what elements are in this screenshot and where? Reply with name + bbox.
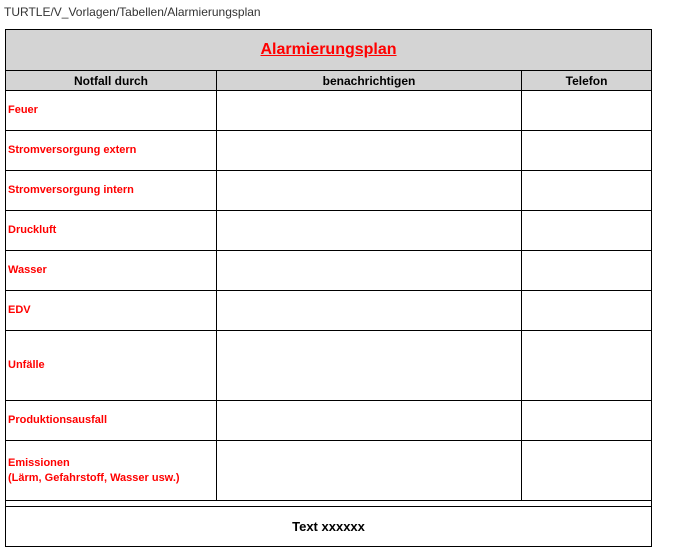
notify-cell[interactable] (217, 131, 522, 171)
table-row (6, 331, 652, 401)
emergency-label: Druckluft (8, 224, 57, 236)
emergency-label-cell (6, 251, 217, 291)
alarm-plan-table (5, 29, 652, 547)
phone-cell[interactable] (522, 91, 652, 131)
table-row (6, 441, 652, 501)
notify-cell[interactable] (217, 251, 522, 291)
phone-cell[interactable] (522, 171, 652, 211)
emergency-label: EDV (8, 304, 31, 316)
notify-cell[interactable] (217, 91, 522, 131)
notify-cell[interactable] (217, 171, 522, 211)
table-row (6, 91, 652, 131)
column-header-benachrichtigen: benachrichtigen (217, 71, 522, 91)
table-row (6, 251, 652, 291)
notify-cell[interactable] (217, 401, 522, 441)
phone-cell[interactable] (522, 131, 652, 171)
column-header-telefon: Telefon (522, 71, 652, 91)
emergency-label-cell (6, 291, 217, 331)
emergency-label: Produktionsausfall (8, 414, 108, 426)
phone-cell[interactable] (522, 401, 652, 441)
page-title: Alarmierungsplan (260, 41, 397, 58)
emergency-label-cell (6, 171, 217, 211)
notify-cell[interactable] (217, 441, 522, 501)
phone-cell[interactable] (522, 251, 652, 291)
header-row (6, 71, 652, 91)
title-row (6, 30, 652, 71)
title-cell (6, 30, 652, 71)
emergency-label: Stromversorgung intern (8, 184, 134, 196)
footer-row (6, 507, 652, 547)
emergency-label: Unfälle (8, 359, 45, 371)
emergency-label: Wasser (8, 264, 47, 276)
notify-cell[interactable] (217, 331, 522, 401)
phone-cell[interactable] (522, 441, 652, 501)
column-header-notfall: Notfall durch (6, 71, 217, 91)
breadcrumb: TURTLE/V_Vorlagen/Tabellen/Alarmierungsplan (4, 5, 261, 19)
emergency-label: Feuer (8, 104, 38, 116)
emergency-label-cell (6, 91, 217, 131)
emergency-label-cell (6, 441, 217, 501)
emergency-label-cell (6, 401, 217, 441)
table-row (6, 401, 652, 441)
table-row (6, 211, 652, 251)
phone-cell[interactable] (522, 291, 652, 331)
emergency-label-cell (6, 131, 217, 171)
table-row (6, 291, 652, 331)
emergency-label: Stromversorgung extern (8, 144, 137, 156)
emergency-label-detail: (Lärm, Gefahrstoff, Wasser usw.) (8, 471, 180, 484)
phone-cell[interactable] (522, 331, 652, 401)
table-row (6, 171, 652, 211)
emergency-label-cell (6, 211, 217, 251)
emergency-label: Emissionen (8, 456, 70, 469)
footer-text[interactable]: Text xxxxxx (6, 507, 652, 547)
notify-cell[interactable] (217, 291, 522, 331)
phone-cell[interactable] (522, 211, 652, 251)
emergency-label-cell (6, 331, 217, 401)
notify-cell[interactable] (217, 211, 522, 251)
table-row (6, 131, 652, 171)
